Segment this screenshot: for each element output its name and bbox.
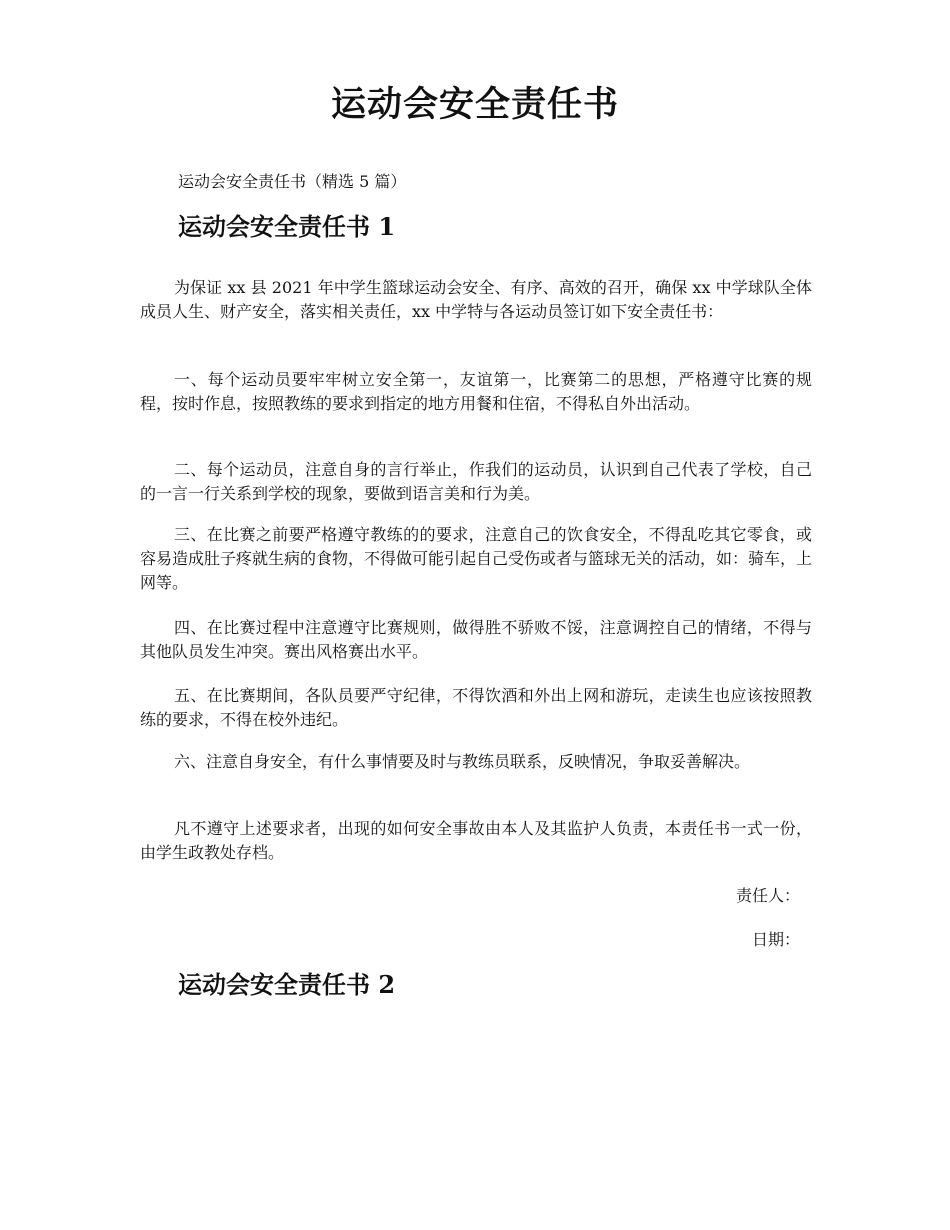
rule-paragraph-1: 一、每个运动员要牢牢树立安全第一，友谊第一，比赛第二的思想，严格遵守比赛的规程，按时作息，按照教练的要求到指定的地方用餐和住宿，不得私自外出活动。 [140,370,812,413]
rule-paragraph-5: 五、在比赛期间，各队员要严守纪律，不得饮酒和外出上网和游玩，走读生也应该按照教练的要求，不得在校外违纪。 [140,686,812,729]
date-label: 日期： [751,930,800,949]
document-title: 运动会安全责任书 [330,84,619,125]
rule-paragraph-2: 二、每个运动员，注意自身的言行举止，作我们的运动员，认识到自己代表了学校，自己的一言一行关系到学校的现象，要做到语言美和行为美。 [140,460,812,503]
intro-paragraph: 为保证 xx 县 2021 年中学生篮球运动会安全、有序、高效的召开，确保 xx 中学球队全体成员人生、财产安全，落实相关责任，xx 中学特与各运动员签订如下安全责任书： [140,278,812,321]
rule-paragraph-6: 六、注意自身安全，有什么事情要及时与教练员联系，反映情况，争取妥善解决。 [174,752,751,771]
closing-paragraph: 凡不遵守上述要求者，出现的如何安全事故由本人及其监护人负责，本责任书一式一份，由学生政教处存档。 [140,819,812,862]
rule-paragraph-4: 四、在比赛过程中注意遵守比赛规则，做得胜不骄败不馁，注意调控自己的情绪，不得与其他队员发生冲突。赛出风格赛出水平。 [140,618,812,661]
document-subtitle: 运动会安全责任书（精选 5 篇） [178,172,407,191]
responsible-person-label: 责任人： [735,886,800,905]
rule-paragraph-3: 三、在比赛之前要严格遵守教练的的要求，注意自己的饮食安全，不得乱吃其它零食，或容易造成肚子疼就生病的食物，不得做可能引起自己受伤或者与篮球无关的活动，如：骑车，上网等。 [140,525,813,592]
section-heading-2: 运动会安全责任书 2 [178,970,396,999]
section-heading-1: 运动会安全责任书 1 [178,212,396,241]
